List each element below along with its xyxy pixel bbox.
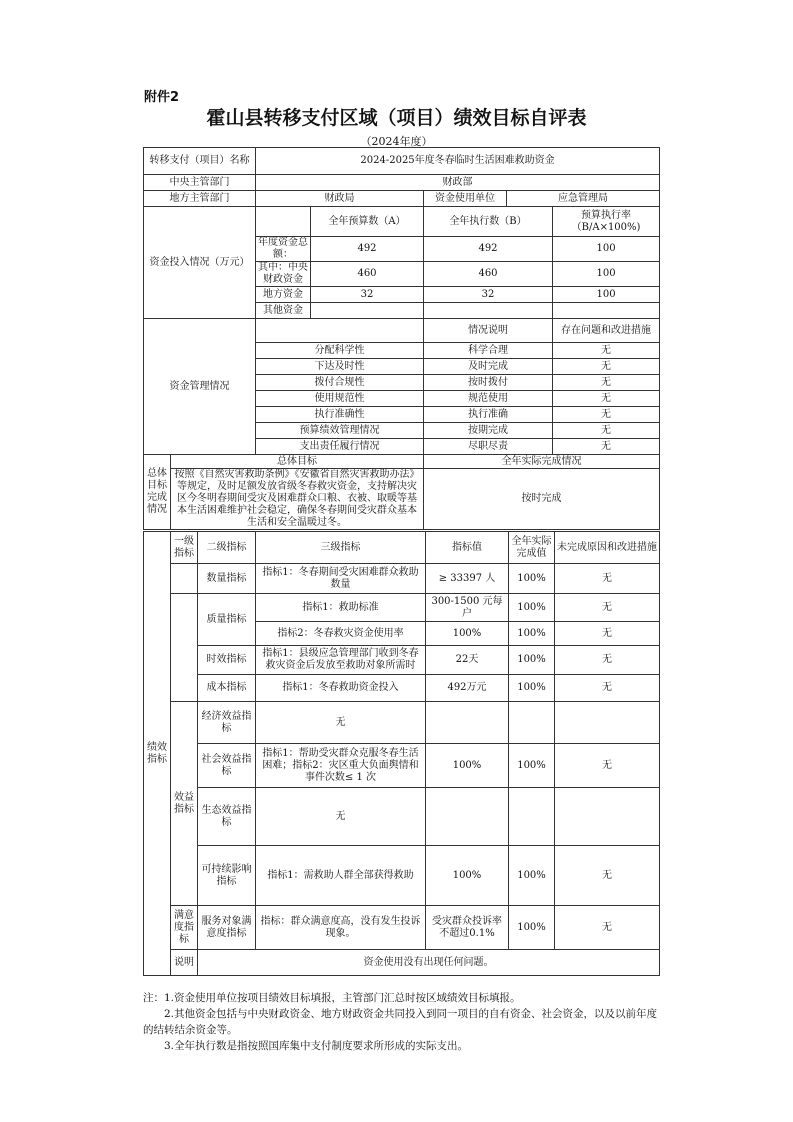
funds-row-c: 100	[553, 262, 660, 287]
funds-row-b: 492	[424, 237, 553, 262]
indicator-l3: 指标1：需救助人群全部获得救助	[256, 846, 426, 906]
indicator-value: 100%	[426, 622, 509, 646]
table-row	[144, 906, 660, 950]
indicator-actual: 100%	[509, 646, 555, 675]
management-row-desc: 规范使用	[424, 391, 553, 407]
indicator-l3: 无	[256, 702, 426, 744]
funds-row-b: 32	[424, 287, 553, 303]
overall-actual-text: 按时完成	[424, 469, 660, 530]
table-row	[144, 646, 660, 675]
indicator-l2: 时效指标	[198, 646, 256, 675]
indicator-l3: 无	[256, 788, 426, 846]
management-row-name: 拨付合规性	[256, 375, 424, 391]
funds-row-a: 492	[311, 237, 424, 262]
local-dept-value: 财政局	[256, 191, 424, 207]
funds-row-name: 年度资金总额：	[256, 237, 311, 262]
table-row	[144, 788, 660, 846]
indicator-value	[426, 702, 509, 744]
level1-header: 一级指标	[171, 532, 198, 564]
indicator-reason: 无	[555, 744, 660, 788]
indicator-l3: 指标：群众满意度高，没有发生投诉现象。	[256, 906, 426, 950]
management-row-name: 分配科学性	[256, 343, 424, 359]
table-row	[144, 564, 660, 594]
funds-row-a	[311, 303, 424, 319]
indicator-l2: 经济效益指标	[198, 702, 256, 744]
management-row-name: 预算绩效管理情况	[256, 423, 424, 439]
management-row-desc: 按时拨付	[424, 375, 553, 391]
overall-actual-header: 全年实际完成情况	[424, 455, 660, 469]
overall-goal-header: 总体目标	[171, 455, 424, 469]
indicator-l2: 服务对象满意度指标	[198, 906, 256, 950]
indicator-l3: 指标1：帮助受灾群众克服冬春生活困难；指标2：灾区重大负面舆情和事件次数≤ 1 次	[256, 744, 426, 788]
performance-label: 绩效指标	[144, 532, 171, 976]
indicator-l3: 指标2：冬春救灾资金使用率	[256, 622, 426, 646]
funds-row-name: 其他资金	[256, 303, 311, 319]
management-col-issue: 存在问题和改进措施	[553, 319, 660, 343]
indicator-value: 受灾群众投诉率不超过0.1%	[426, 906, 509, 950]
indicator-actual: 100%	[509, 744, 555, 788]
management-label: 资金管理情况	[144, 319, 256, 455]
attachment-label: 附件2	[144, 90, 180, 105]
management-row-issue: 无	[553, 359, 660, 375]
fund-user-label: 资金使用单位	[424, 191, 507, 207]
footnotes	[143, 990, 663, 1054]
table-row	[144, 702, 660, 744]
funds-col-c: 预算执行率（B/A×100%)	[553, 207, 660, 237]
indicator-actual: 100%	[509, 906, 555, 950]
management-row-issue: 无	[553, 343, 660, 359]
funds-col-b: 全年执行数（B）	[424, 207, 553, 237]
funds-row-a: 32	[311, 287, 424, 303]
management-row-issue: 无	[553, 391, 660, 407]
management-row-issue: 无	[553, 375, 660, 391]
funds-row-a: 460	[311, 262, 424, 287]
indicator-value	[426, 788, 509, 846]
central-dept-label: 中央主管部门	[144, 175, 256, 191]
page-title: 霍山县转移支付区域（项目）绩效目标自评表	[206, 107, 587, 129]
indicator-reason: 无	[555, 564, 660, 594]
table-row	[144, 846, 660, 906]
management-row-desc: 科学合理	[424, 343, 553, 359]
funds-row-c	[553, 303, 660, 319]
indicator-actual	[509, 788, 555, 846]
value-header: 指标值	[426, 532, 509, 564]
footnote-3: 3.全年执行数是指按照国库集中支付制度要求所形成的实际支出。	[164, 1040, 469, 1052]
table-row	[144, 675, 660, 702]
satisfaction-label: 满意度指标	[171, 906, 198, 950]
indicator-reason	[555, 702, 660, 744]
table-row	[144, 744, 660, 788]
central-dept-value: 财政部	[256, 175, 660, 191]
management-row-issue: 无	[553, 439, 660, 455]
indicator-l2: 成本指标	[198, 675, 256, 702]
indicator-l2: 社会效益指标	[198, 744, 256, 788]
funds-row-b	[424, 303, 553, 319]
indicator-actual	[509, 702, 555, 744]
funds-col-a: 全年预算数（A）	[311, 207, 424, 237]
year-label: （2024年度）	[360, 135, 433, 148]
indicator-l2: 数量指标	[198, 564, 256, 594]
indicator-reason: 无	[555, 622, 660, 646]
indicator-actual: 100%	[509, 846, 555, 906]
management-row-name: 下达及时性	[256, 359, 424, 375]
indicator-reason: 无	[555, 646, 660, 675]
indicator-value: 300-1500 元每户	[426, 594, 509, 622]
indicator-l3: 指标1：冬春救助资金投入	[256, 675, 426, 702]
funds-row-c: 100	[553, 237, 660, 262]
indicator-l2: 质量指标	[198, 594, 256, 646]
management-row-desc: 尽职尽责	[424, 439, 553, 455]
self-evaluation-table	[143, 147, 660, 530]
footnote-2: 2.其他资金包括与中央财政资金、地方财政资金共同投入到同一项目的自有资金、社会资金，以及以前年度的结转结余资金等。	[143, 1008, 658, 1036]
local-dept-label: 地方主管部门	[144, 191, 256, 207]
project-name-value: 2024-2025年度冬春临时生活困难救助资金	[256, 148, 660, 175]
level2-header: 二级指标	[198, 532, 256, 564]
indicator-actual: 100%	[509, 622, 555, 646]
management-row-name: 使用规范性	[256, 391, 424, 407]
funds-label: 资金投入情况（万元）	[144, 207, 256, 319]
management-row-issue: 无	[553, 407, 660, 423]
indicator-value: ≥ 33397 人	[426, 564, 509, 594]
indicator-actual: 100%	[509, 564, 555, 594]
indicator-l3: 指标1：县级应急管理部门收到冬春救灾资金后发放至救助对象所需时	[256, 646, 426, 675]
level3-header: 三级指标	[256, 532, 426, 564]
actual-header: 全年实际完成值	[509, 532, 555, 564]
performance-table	[143, 531, 660, 976]
management-col-desc: 情况说明	[424, 319, 553, 343]
indicator-reason: 无	[555, 675, 660, 702]
funds-row-name: 地方资金	[256, 287, 311, 303]
footnote-1: 注：1.资金使用单位按项目绩效目标填报，主管部门汇总时按区域绩效目标填报。	[143, 992, 521, 1004]
overall-goal-text: 按照《自然灾害救助条例》《安徽省自然灾害救助办法》等规定，及时足额发放省级冬春救灾资金，支持解决灾区今冬明春期间受灾及困难群众口粮、衣被、取暖等基本生活困难维护社会稳定，确保冬春期间受灾群众基本生活和安全温暖过冬。	[171, 469, 424, 530]
overall-label: 总体目标完成情况	[144, 455, 171, 530]
indicator-reason: 无	[555, 846, 660, 906]
management-row-desc: 及时完成	[424, 359, 553, 375]
management-row-desc: 执行准确	[424, 407, 553, 423]
management-row-name: 支出责任履行情况	[256, 439, 424, 455]
indicator-value: 492万元	[426, 675, 509, 702]
indicator-l2: 可持续影响指标	[198, 846, 256, 906]
effect-label: 效益指标	[171, 702, 198, 906]
management-row-issue: 无	[553, 423, 660, 439]
funds-row-name: 其中：中央财政资金	[256, 262, 311, 287]
funds-row-b: 460	[424, 262, 553, 287]
fund-user-value: 应急管理局	[507, 191, 660, 207]
funds-row-c: 100	[553, 287, 660, 303]
table-row	[144, 594, 660, 622]
management-row-desc: 按期完成	[424, 423, 553, 439]
indicator-reason	[555, 788, 660, 846]
indicator-reason: 无	[555, 906, 660, 950]
indicator-value: 100%	[426, 744, 509, 788]
remark-text: 资金使用没有出现任何问题。	[198, 950, 660, 976]
indicator-value: 100%	[426, 846, 509, 906]
management-row-name: 执行准确性	[256, 407, 424, 423]
indicator-reason: 无	[555, 594, 660, 622]
reason-header: 未完成原因和改进措施	[555, 532, 660, 564]
indicator-actual: 100%	[509, 594, 555, 622]
remark-label: 说明	[171, 950, 198, 976]
indicator-value: 22天	[426, 646, 509, 675]
project-name-label: 转移支付（项目）名称	[144, 148, 256, 175]
indicator-actual: 100%	[509, 675, 555, 702]
indicator-l3: 指标1：冬春期间受灾困难群众救助数量	[256, 564, 426, 594]
indicator-l3: 指标1：救助标准	[256, 594, 426, 622]
indicator-l2: 生态效益指标	[198, 788, 256, 846]
